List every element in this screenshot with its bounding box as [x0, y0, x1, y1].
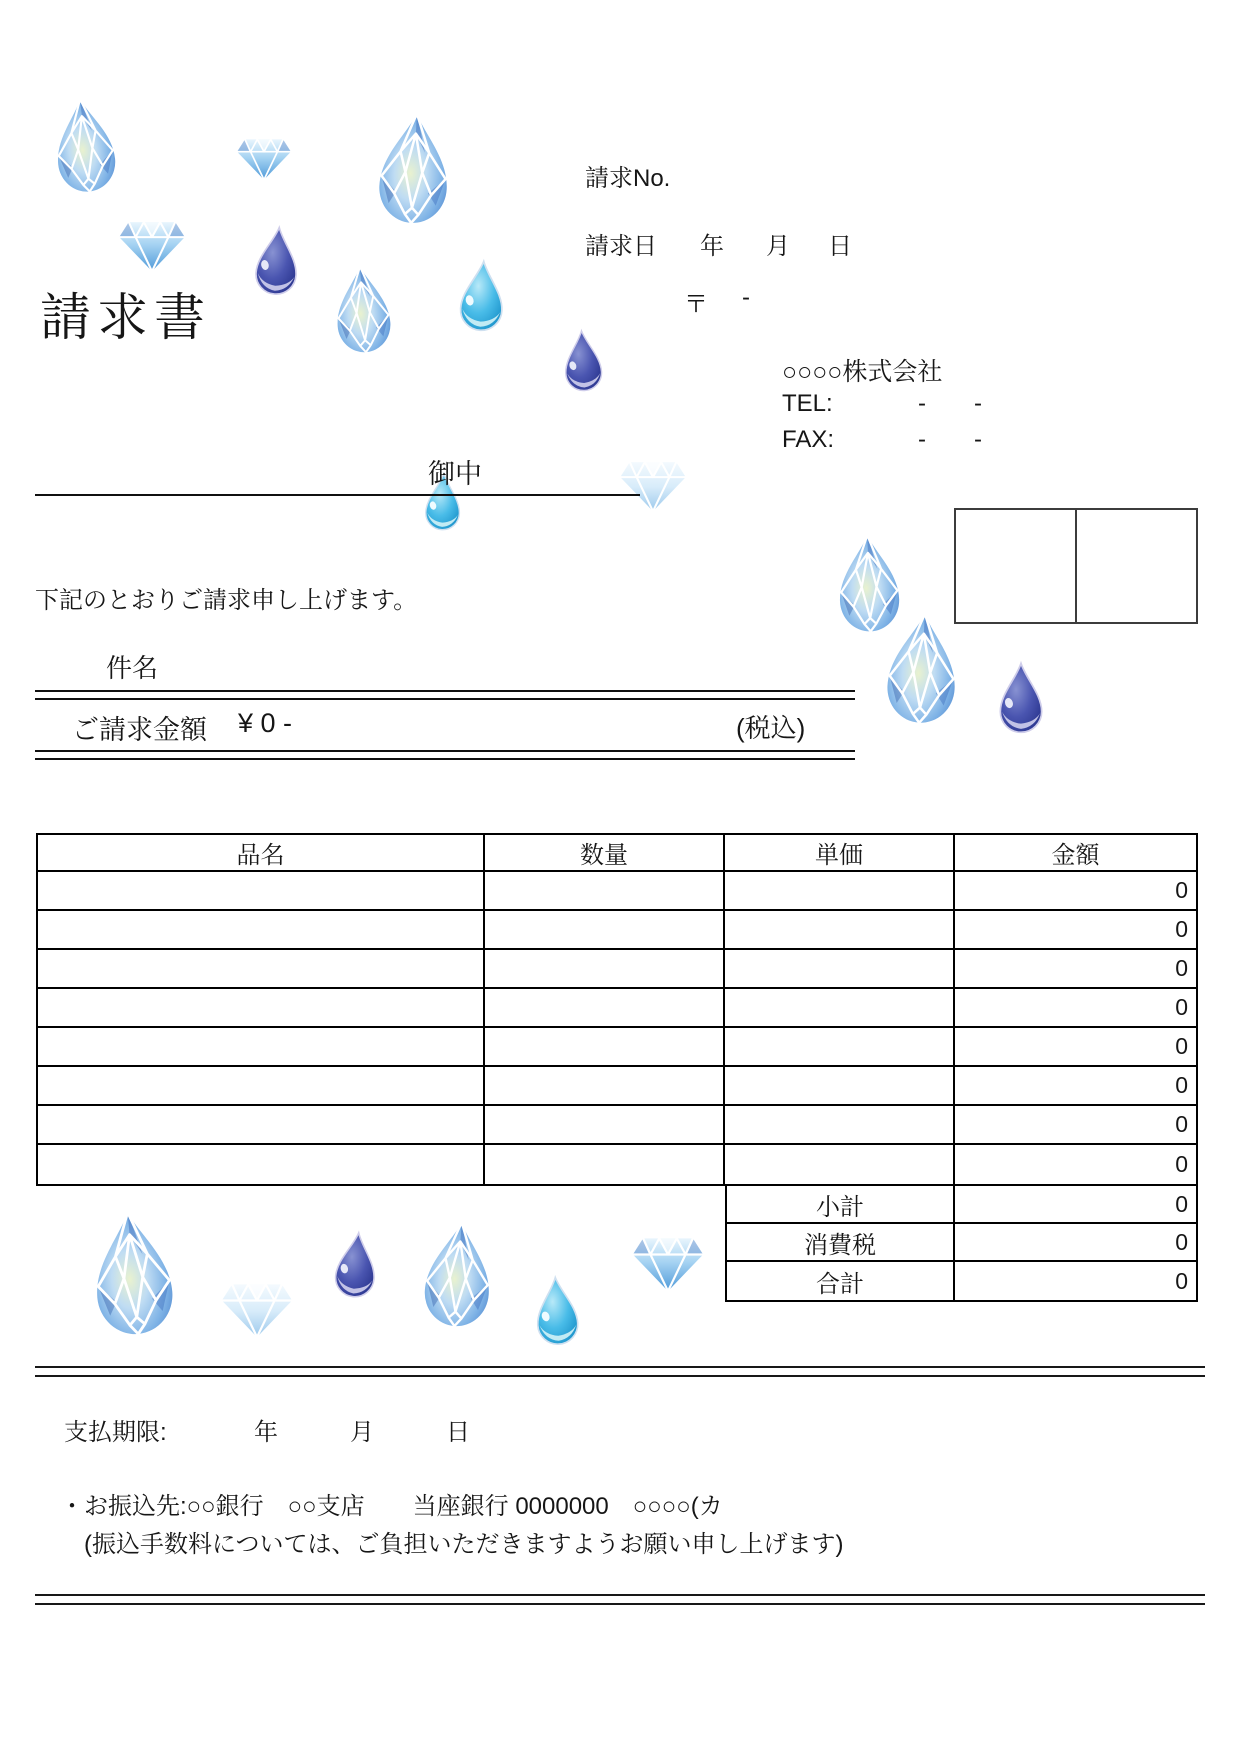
diamond-gem-icon — [630, 1234, 706, 1294]
item-name-cell[interactable] — [38, 950, 485, 987]
item-qty-cell[interactable] — [485, 872, 725, 909]
item-amount-cell: 0 — [1175, 877, 1188, 903]
total-label: 消費税 — [727, 1224, 955, 1260]
tel-label: TEL: — [782, 390, 833, 417]
item-row — [38, 1106, 1196, 1145]
item-row — [38, 1145, 1196, 1184]
billing-amount-value: ¥ 0 - — [238, 708, 293, 738]
dark-droplet-icon — [329, 1226, 383, 1302]
recipient-honorific: 御中 — [428, 459, 482, 489]
invoice-date-day-label: 日 — [828, 233, 852, 260]
item-qty-cell[interactable] — [485, 1067, 725, 1104]
item-qty-cell[interactable] — [485, 1028, 725, 1065]
total-value: 0 — [1175, 1267, 1188, 1294]
footer-separator-bottom — [35, 1594, 1205, 1605]
item-unit-price-cell[interactable] — [725, 1145, 955, 1184]
issuer-company-name: ○○○○株式会社 — [782, 358, 943, 386]
items-table — [36, 833, 1198, 1186]
fax-dash-2: - — [974, 426, 982, 453]
pear-gem-icon — [80, 1204, 185, 1344]
subject-underline — [35, 690, 855, 700]
pear-gem-icon — [327, 258, 400, 362]
item-unit-price-cell[interactable] — [725, 872, 955, 909]
dark-droplet-icon — [250, 222, 305, 297]
item-row — [38, 989, 1196, 1028]
item-name-cell[interactable] — [38, 1067, 485, 1104]
item-name-cell[interactable] — [38, 872, 485, 909]
totals-table — [725, 1184, 1198, 1302]
item-qty-cell[interactable] — [485, 1106, 725, 1143]
item-qty-cell[interactable] — [485, 989, 725, 1026]
item-row — [38, 1028, 1196, 1067]
payment-due-month-label: 月 — [350, 1419, 374, 1446]
items-header-row — [38, 835, 1196, 872]
billing-amount-underline — [35, 750, 855, 760]
item-unit-price-cell[interactable] — [725, 950, 955, 987]
bank-transfer-info: ・お振込先:○○銀行 ○○支店 当座銀行 0000000 ○○○○(カ — [60, 1493, 723, 1520]
invoice-date-month-label: 月 — [766, 233, 790, 260]
item-unit-price-cell[interactable] — [725, 989, 955, 1026]
pear-gem-icon — [43, 92, 127, 199]
item-amount-cell: 0 — [1175, 1151, 1188, 1177]
invoice-date-label: 請求日 — [585, 233, 657, 260]
dark-droplet-icon — [558, 327, 607, 393]
item-name-cell[interactable] — [38, 989, 485, 1026]
column-header: 金額 — [1051, 842, 1100, 869]
pale-diamond-gem-icon — [218, 1280, 296, 1340]
stamp-cell[interactable] — [1077, 510, 1196, 622]
item-amount-cell: 0 — [1175, 1033, 1188, 1059]
invoice-no-label: 請求No. — [585, 165, 671, 192]
total-row — [727, 1262, 1196, 1300]
item-name-cell[interactable] — [38, 911, 485, 948]
footer-separator-top — [35, 1366, 1205, 1377]
item-row — [38, 1067, 1196, 1106]
item-row — [38, 872, 1196, 911]
invoice-date-year-label: 年 — [700, 233, 724, 260]
billing-amount-label: ご請求金額 — [72, 715, 207, 745]
total-row — [727, 1224, 1196, 1262]
item-amount-cell: 0 — [1175, 1072, 1188, 1098]
cyan-droplet-icon — [454, 257, 510, 334]
item-amount-cell: 0 — [1175, 955, 1188, 981]
dark-droplet-icon — [995, 660, 1047, 734]
column-header: 単価 — [725, 835, 955, 870]
column-header: 数量 — [485, 835, 725, 870]
payment-due-day-label: 日 — [446, 1419, 470, 1446]
item-unit-price-cell[interactable] — [725, 1028, 955, 1065]
subject-field[interactable] — [180, 644, 850, 686]
item-amount-cell: 0 — [1175, 916, 1188, 942]
diamond-gem-icon — [236, 136, 292, 182]
item-qty-cell[interactable] — [485, 1145, 725, 1184]
item-amount-cell: 0 — [1175, 994, 1188, 1020]
cyan-droplet-icon — [530, 1273, 584, 1348]
postal-mark: 〒 — [684, 291, 708, 318]
total-value: 0 — [1175, 1190, 1188, 1217]
payment-due-year-label: 年 — [254, 1419, 278, 1446]
fax-label: FAX: — [782, 426, 835, 453]
item-unit-price-cell[interactable] — [725, 1106, 955, 1143]
diamond-gem-icon — [116, 218, 188, 274]
subject-label: 件名 — [106, 653, 159, 683]
item-unit-price-cell[interactable] — [725, 1067, 955, 1104]
tax-included-note: (税込) — [736, 713, 806, 743]
item-amount-cell: 0 — [1175, 1111, 1188, 1137]
item-qty-cell[interactable] — [485, 950, 725, 987]
column-header: 品名 — [38, 835, 485, 870]
recipient-field[interactable] — [35, 448, 640, 494]
stamp-cell[interactable] — [956, 510, 1077, 622]
fax-dash-1: - — [918, 426, 926, 453]
payment-due-label: 支払期限: — [64, 1419, 167, 1446]
item-unit-price-cell[interactable] — [725, 911, 955, 948]
item-row — [38, 950, 1196, 989]
tel-dash-1: - — [918, 390, 926, 417]
pear-gem-icon — [367, 108, 461, 230]
greeting-text: 下記のとおりご請求申し上げます。 — [35, 587, 418, 614]
total-label: 小計 — [727, 1186, 955, 1222]
item-qty-cell[interactable] — [485, 911, 725, 948]
recipient-underline — [35, 494, 640, 496]
transfer-fee-note: (振込手数料については、ご負担いただきますようお願い申し上げます) — [84, 1531, 844, 1558]
pear-gem-icon — [414, 1207, 503, 1342]
tel-dash-2: - — [974, 390, 982, 417]
item-name-cell[interactable] — [38, 1145, 485, 1184]
postal-dash: - — [742, 284, 750, 311]
item-name-cell[interactable] — [38, 1106, 485, 1143]
item-row — [38, 911, 1196, 950]
total-value: 0 — [1175, 1228, 1188, 1255]
item-name-cell[interactable] — [38, 1028, 485, 1065]
page-title: 請求書 — [40, 289, 212, 346]
total-row — [727, 1186, 1196, 1224]
total-label: 合計 — [727, 1262, 955, 1300]
stamp-box — [954, 508, 1198, 624]
